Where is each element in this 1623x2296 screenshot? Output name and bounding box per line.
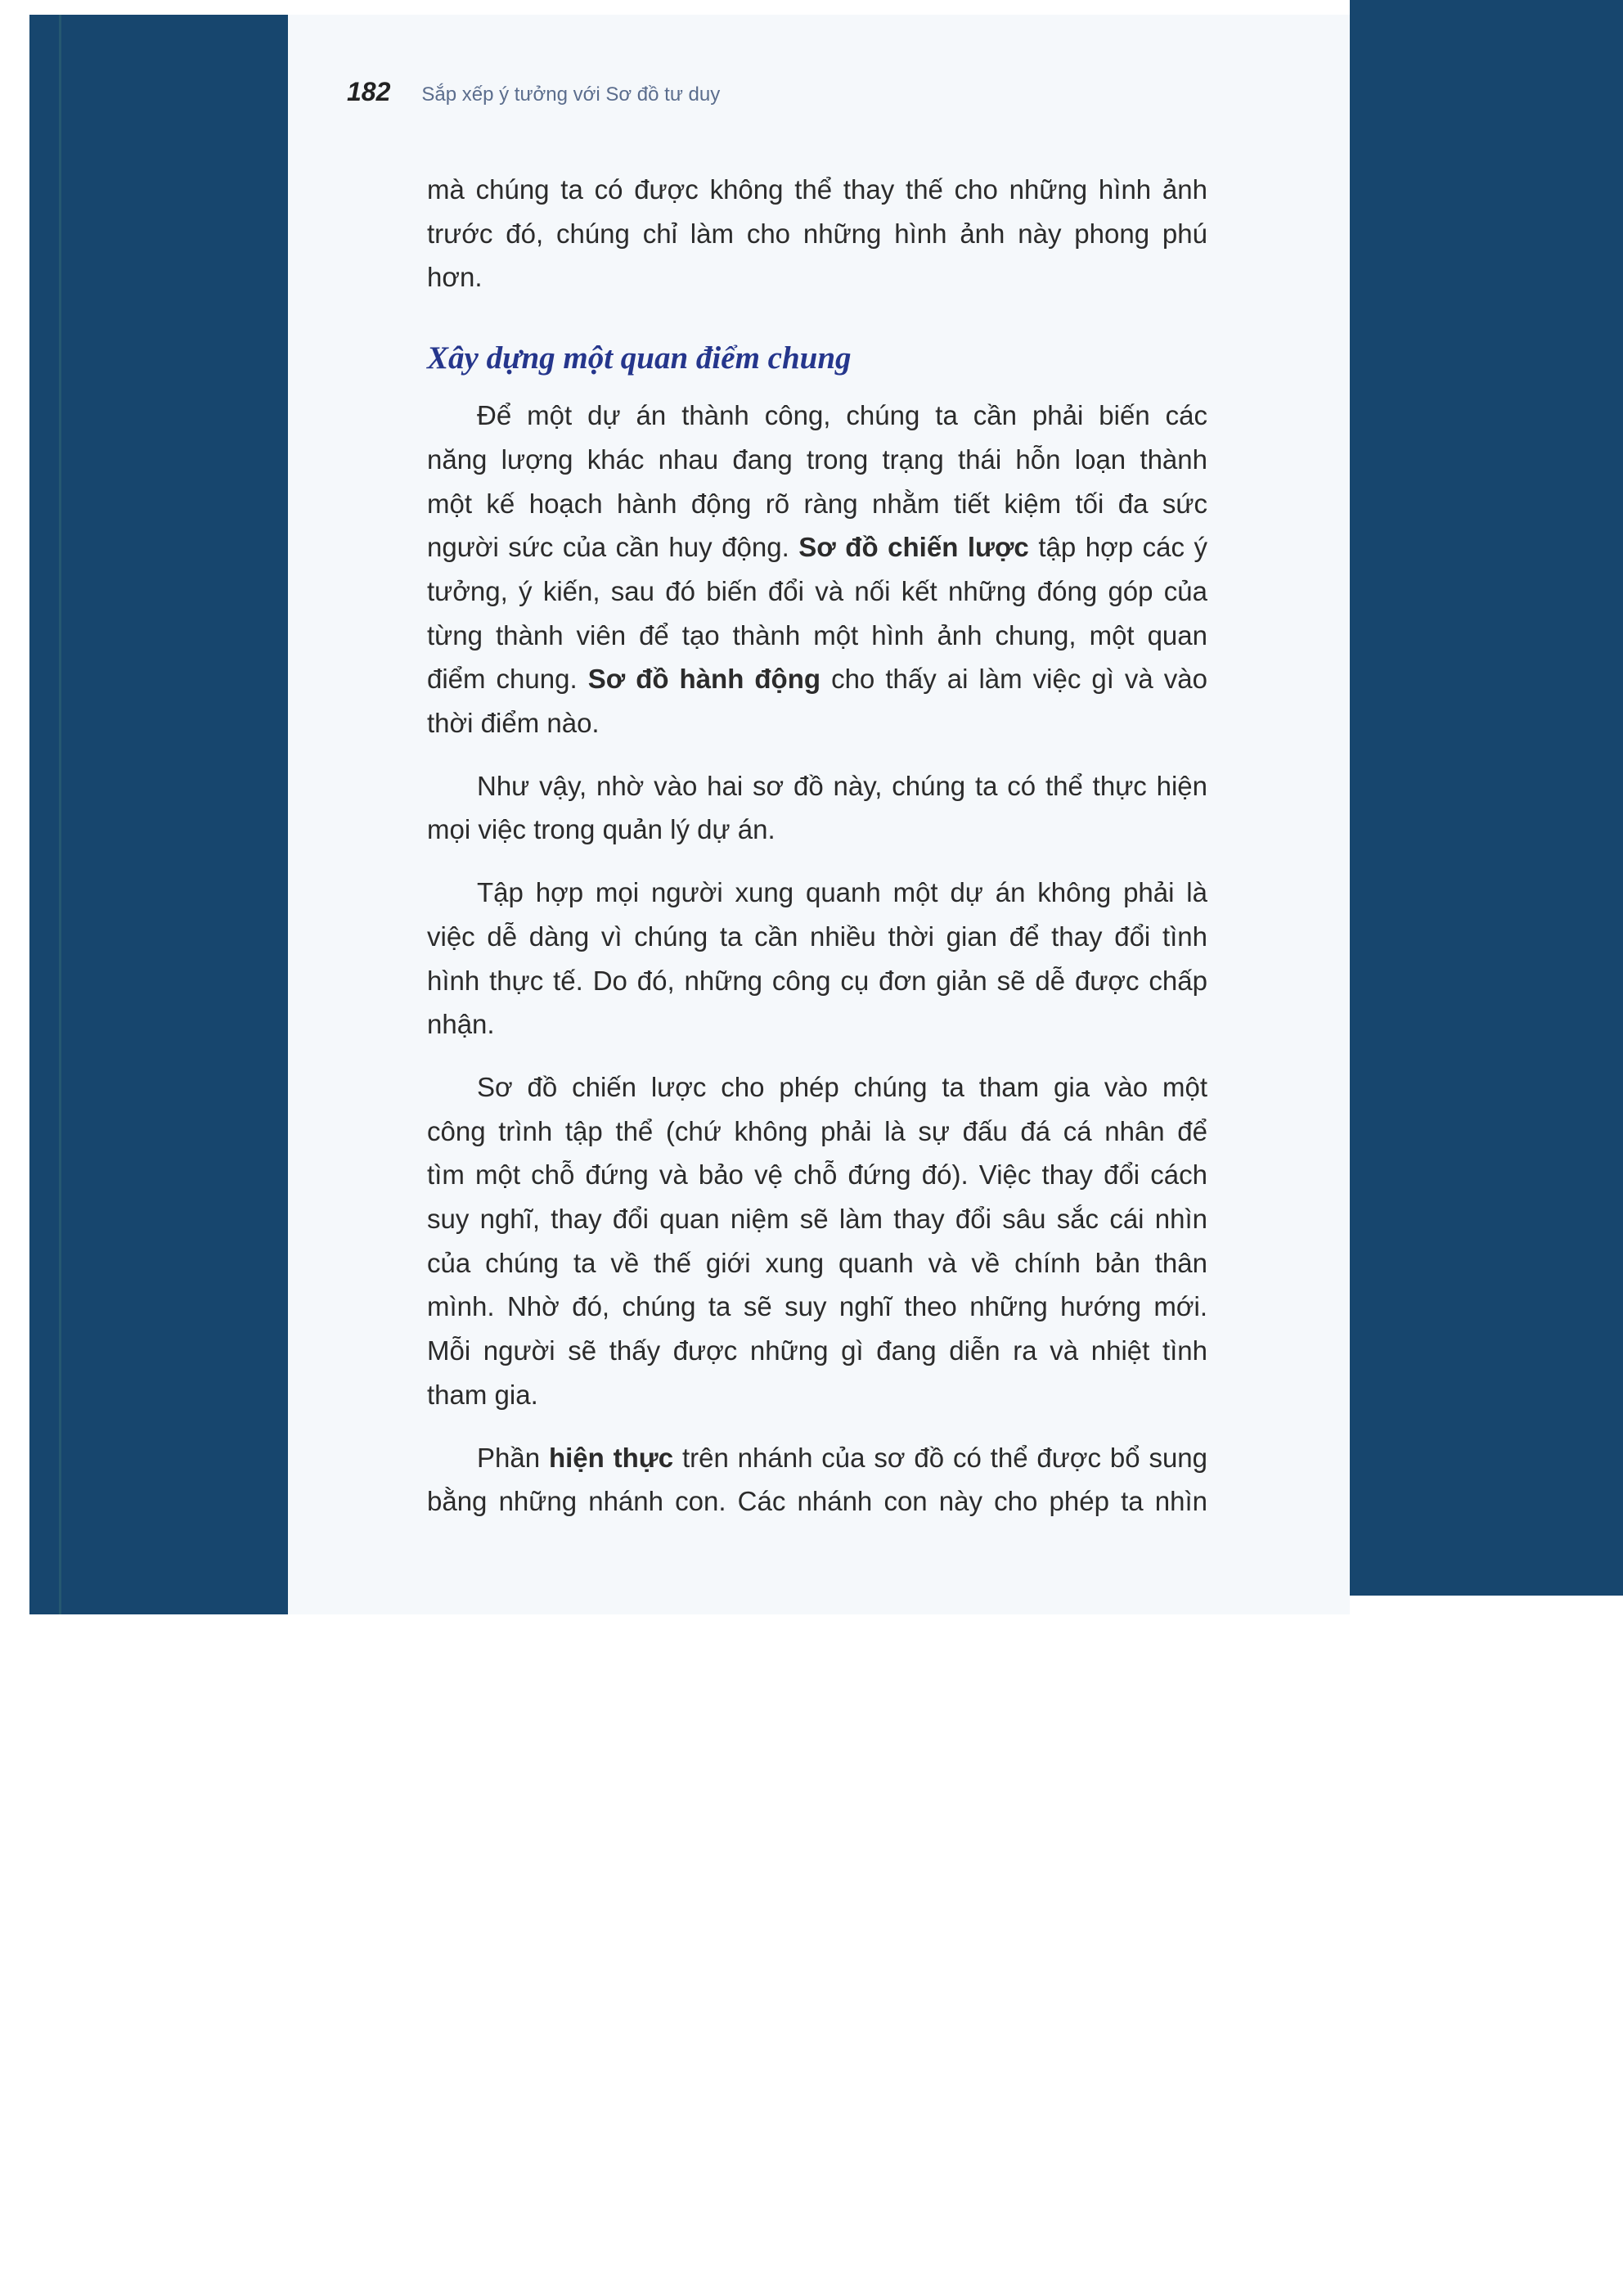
- border-edge-line: [59, 15, 61, 1614]
- bold-term: hiện thực: [548, 1442, 674, 1473]
- text-line: hình thực tế. Do đó, những công cụ đơn giản sẽ dễ được chấp: [427, 965, 1207, 996]
- paragraph: [427, 764, 1207, 852]
- text-line: mà chúng ta có được không thể thay thế cho những hình ảnh: [427, 174, 1207, 205]
- text-line: nhận.: [427, 1009, 495, 1040]
- text-line: hơn.: [427, 262, 483, 293]
- paragraph: [427, 1436, 1207, 1524]
- text-line: [427, 525, 1207, 569]
- text-line: tưởng, ý kiến, sau đó biến đổi và nối kết những đóng góp của: [427, 575, 1207, 606]
- page-number: 182: [347, 77, 391, 106]
- text-line: từng thành viên để tạo thành một hình ảnh chung, một quan: [427, 619, 1207, 651]
- bold-term: Sơ đồ chiến lược: [798, 532, 1029, 563]
- running-title: Sắp xếp ý tưởng với Sơ đồ tư duy: [421, 83, 721, 106]
- text-line: suy nghĩ, thay đổi quan niệm sẽ làm thay đổi sâu sắc cái nhìn: [427, 1204, 1207, 1235]
- section-heading: Xây dựng một quan điểm chung: [427, 340, 852, 376]
- text-line: tìm một chỗ đứng và bảo vệ chỗ đứng đó). Việc thay đổi cách: [427, 1159, 1207, 1191]
- text-line: của chúng ta về thế giới xung quanh và về chính bản thân: [427, 1247, 1207, 1278]
- text-line: trước đó, chúng chỉ làm cho những hình ảnh này phong phú: [427, 218, 1207, 249]
- text-line: Mỗi người sẽ thấy được những gì đang diễn ra và nhiệt tình: [427, 1335, 1207, 1366]
- paragraph: [427, 871, 1207, 1047]
- line-text: điểm chung.: [427, 664, 578, 695]
- text-line: Sơ đồ chiến lược cho phép chúng ta tham gia vào một: [477, 1071, 1207, 1102]
- paragraph: [427, 394, 1207, 745]
- paragraph: [427, 1065, 1207, 1417]
- text-line: [427, 1436, 1207, 1480]
- line-text: người sức của cần huy động.: [427, 532, 789, 563]
- text-line: Để một dự án thành công, chúng ta cần phải biến các: [477, 400, 1207, 431]
- text-column: [427, 168, 1207, 1542]
- text-line: [427, 657, 1207, 701]
- text-line: thời điểm nào.: [427, 708, 600, 739]
- text-line: mọi việc trong quản lý dự án.: [427, 814, 776, 845]
- text-line: Tập hợp mọi người xung quanh một dự án không phải là: [477, 877, 1207, 908]
- right-dark-border: [1350, 0, 1623, 1596]
- text-line: bằng những nhánh con. Các nhánh con này cho phép ta nhìn: [427, 1486, 1207, 1517]
- text-line: tham gia.: [427, 1379, 538, 1410]
- text-line: công trình tập thể (chứ không phải là sự đấu đá cá nhân để: [427, 1115, 1207, 1146]
- text-line: việc dễ dàng vì chúng ta cần nhiều thời gian để thay đổi tình: [427, 921, 1207, 952]
- text-line: năng lượng khác nhau đang trong trạng thái hỗn loạn thành: [427, 443, 1207, 475]
- line-text: tập hợp các ý: [1038, 532, 1207, 563]
- line-text: cho thấy ai làm việc gì và vào: [831, 664, 1208, 695]
- text-line: một kế hoạch hành động rõ ràng nhằm tiết kiệm tối đa sức: [427, 488, 1207, 519]
- line-text: Phần: [477, 1442, 541, 1473]
- text-line: mình. Nhờ đó, chúng ta sẽ suy nghĩ theo những hướng mới.: [427, 1291, 1207, 1322]
- left-dark-border: [29, 15, 288, 1614]
- line-text: trên nhánh của sơ đồ có thể được bổ sung: [681, 1442, 1208, 1473]
- paragraph: [427, 168, 1207, 299]
- bold-term: Sơ đồ hành động: [587, 664, 821, 695]
- running-header: [347, 75, 720, 108]
- text-line: Như vậy, nhờ vào hai sơ đồ này, chúng ta có thể thực hiện: [477, 770, 1207, 801]
